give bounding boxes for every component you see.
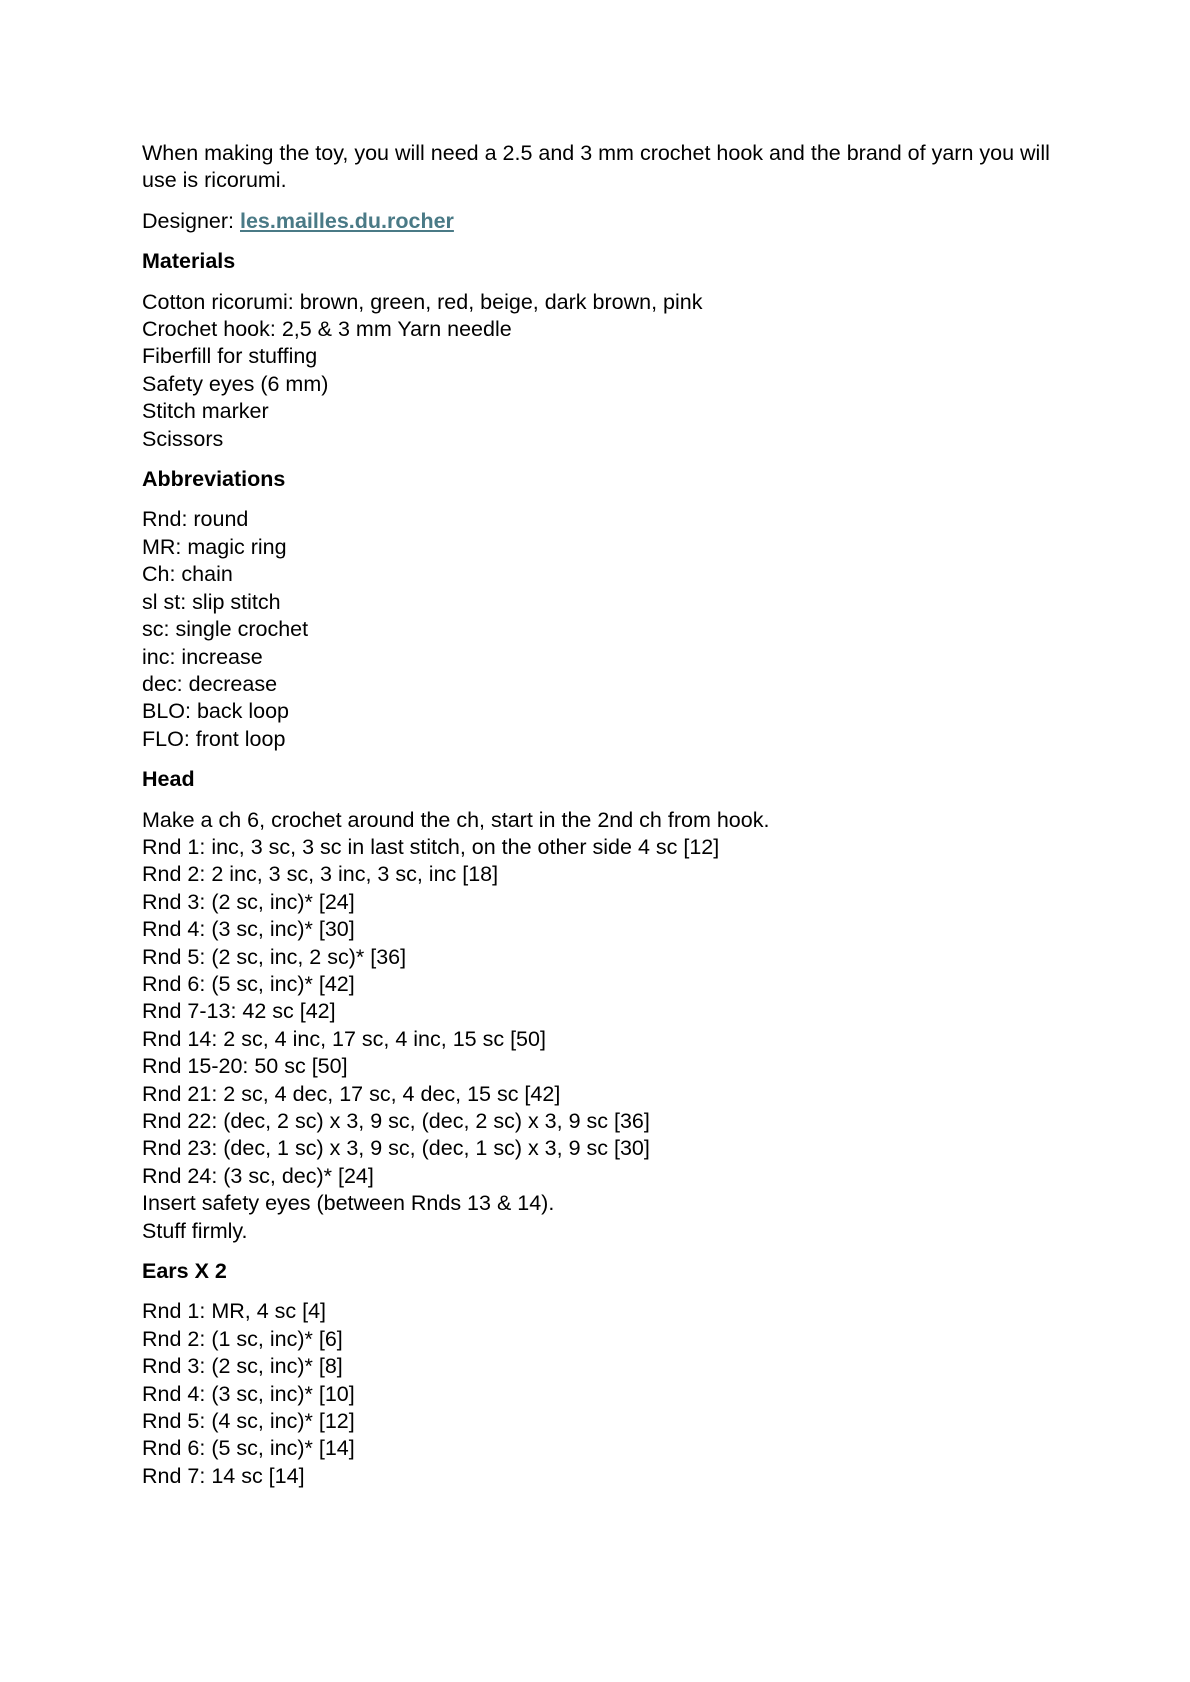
list-item: FLO: front loop xyxy=(142,726,286,751)
materials-heading: Materials xyxy=(142,249,236,274)
list-item: sc: single crochet xyxy=(142,617,309,642)
list-item: MR: magic ring xyxy=(142,534,287,559)
list-item: Rnd 24: (3 sc, dec)* [24] xyxy=(142,1163,374,1188)
head-heading: Head xyxy=(142,767,195,792)
list-item: Stuff firmly. xyxy=(142,1218,248,1243)
list-item: Rnd 5: (2 sc, inc, 2 sc)* [36] xyxy=(142,944,407,969)
list-item: Rnd 2: 2 inc, 3 sc, 3 inc, 3 sc, inc [18] xyxy=(142,862,499,887)
list-item: Make a ch 6, crochet around the ch, start in the 2nd ch from hook. xyxy=(142,807,770,832)
list-item: Insert safety eyes (between Rnds 13 & 14). xyxy=(142,1191,555,1216)
ears-instructions xyxy=(142,1298,1062,1490)
designer-link[interactable]: les.mailles.du.rocher xyxy=(240,208,454,233)
list-item: Scissors xyxy=(142,426,224,451)
abbreviations-heading: Abbreviations xyxy=(142,467,286,492)
list-item: Crochet hook: 2,5 & 3 mm Yarn needle xyxy=(142,317,512,342)
list-item: Rnd 22: (dec, 2 sc) x 3, 9 sc, (dec, 2 sc) x 3, 9 sc [36] xyxy=(142,1109,650,1133)
designer-label: Designer: xyxy=(142,208,240,233)
list-item: Safety eyes (6 mm) xyxy=(142,371,329,396)
intro-paragraph: When making the toy, you will need a 2.5 and 3 mm crochet hook and the brand of yarn you will use is ricorumi. xyxy=(142,141,1050,193)
list-item: Rnd: round xyxy=(142,507,249,532)
materials-list xyxy=(142,289,1062,453)
list-item: Stitch marker xyxy=(142,399,269,424)
head-instructions xyxy=(142,807,1062,1246)
list-item: Rnd 15-20: 50 sc [50] xyxy=(142,1054,348,1079)
list-item: Rnd 23: (dec, 1 sc) x 3, 9 sc, (dec, 1 sc) x 3, 9 sc [30] xyxy=(142,1136,650,1161)
list-item: Rnd 4: (3 sc, inc)* [10] xyxy=(142,1381,355,1406)
list-item: Rnd 7-13: 42 sc [42] xyxy=(142,999,336,1024)
list-item: Rnd 14: 2 sc, 4 inc, 17 sc, 4 inc, 15 sc [50] xyxy=(142,1026,546,1051)
list-item: Rnd 5: (4 sc, inc)* [12] xyxy=(142,1409,355,1434)
list-item: sl st: slip stitch xyxy=(142,589,281,614)
designer-line xyxy=(142,208,1062,235)
list-item: Rnd 1: MR, 4 sc [4] xyxy=(142,1299,327,1324)
abbreviations-list xyxy=(142,506,1062,753)
ears-heading: Ears X 2 xyxy=(142,1259,227,1284)
list-item: Rnd 7: 14 sc [14] xyxy=(142,1463,305,1488)
list-item: Rnd 6: (5 sc, inc)* [42] xyxy=(142,971,355,996)
list-item: Rnd 6: (5 sc, inc)* [14] xyxy=(142,1436,355,1461)
list-item: Rnd 4: (3 sc, inc)* [30] xyxy=(142,917,355,942)
list-item: Cotton ricorumi: brown, green, red, beige, dark brown, pink xyxy=(142,289,703,314)
document-page xyxy=(142,140,1062,1490)
list-item: Rnd 2: (1 sc, inc)* [6] xyxy=(142,1326,343,1351)
list-item: Fiberfill for stuffing xyxy=(142,344,318,369)
list-item: Ch: chain xyxy=(142,562,233,587)
list-item: BLO: back loop xyxy=(142,699,290,724)
list-item: Rnd 21: 2 sc, 4 dec, 17 sc, 4 dec, 15 sc [42] xyxy=(142,1081,561,1106)
list-item: Rnd 1: inc, 3 sc, 3 sc in last stitch, on the other side 4 sc [12] xyxy=(142,834,720,859)
list-item: Rnd 3: (2 sc, inc)* [8] xyxy=(142,1354,343,1379)
list-item: Rnd 3: (2 sc, inc)* [24] xyxy=(142,889,355,914)
list-item: dec: decrease xyxy=(142,671,278,696)
list-item: inc: increase xyxy=(142,644,263,669)
